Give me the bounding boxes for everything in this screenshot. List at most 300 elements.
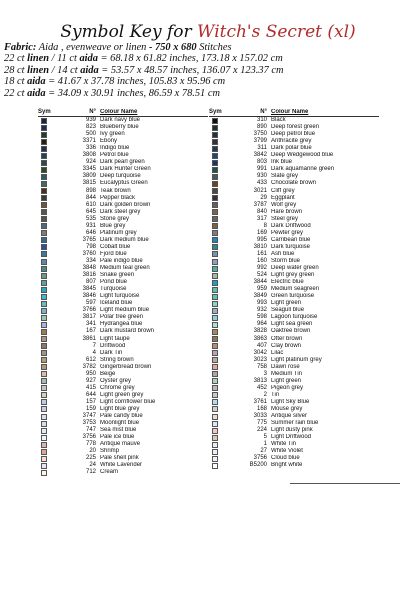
pattern-name: Witch's Secret (xl) xyxy=(197,22,356,42)
colour-name: Pond blue xyxy=(100,279,128,286)
table-row xyxy=(38,293,208,300)
table-row xyxy=(38,462,208,469)
thread-number: 823 xyxy=(85,124,96,131)
table-row xyxy=(209,321,379,328)
thread-number: 407 xyxy=(256,342,267,349)
header-num: N° xyxy=(260,109,267,115)
colour-swatch xyxy=(212,244,218,250)
table-row xyxy=(209,237,379,244)
colour-name: Snake green xyxy=(100,272,135,279)
colour-name: Blue grey xyxy=(100,222,126,229)
symbol-cell xyxy=(209,357,233,364)
symbol-cell xyxy=(38,385,62,392)
table-header xyxy=(38,109,208,117)
symbol-cell xyxy=(38,286,62,293)
symbol-cell xyxy=(38,166,62,173)
colour-swatch xyxy=(41,378,47,384)
symbol-cell xyxy=(38,244,62,251)
size-part-b: aida xyxy=(27,87,46,99)
colour-name: Dark Tin xyxy=(100,349,123,356)
table-row xyxy=(209,166,379,173)
thread-number: 890 xyxy=(256,124,267,131)
table-row xyxy=(38,427,208,434)
thread-number: 950 xyxy=(85,370,96,377)
colour-name: Wolf grey xyxy=(271,201,297,208)
thread-number: 3816 xyxy=(82,272,96,279)
table-row xyxy=(209,188,379,195)
symbol-cell xyxy=(38,314,62,321)
size-list xyxy=(4,53,414,99)
thread-number: 775 xyxy=(256,420,267,427)
symbol-cell xyxy=(209,209,233,216)
colour-swatch xyxy=(212,287,218,293)
thread-number: 535 xyxy=(85,215,96,222)
symbol-cell xyxy=(209,385,233,392)
colour-name: Hare brown xyxy=(271,208,303,215)
table-row xyxy=(38,399,208,406)
symbol-cell xyxy=(209,145,233,152)
colour-swatch xyxy=(41,449,47,455)
colour-name: Electric blue xyxy=(271,279,304,286)
colour-swatch xyxy=(212,181,218,187)
symbol-cell xyxy=(38,427,62,434)
symbol-cell xyxy=(209,413,233,420)
size-part-b: aida xyxy=(27,76,46,88)
colour-swatch xyxy=(41,160,47,166)
colour-swatch xyxy=(41,153,47,159)
table-row xyxy=(209,336,379,343)
size-line xyxy=(4,65,414,76)
thread-number: 169 xyxy=(256,229,267,236)
colour-name: Pale candy blue xyxy=(100,413,143,420)
colour-swatch xyxy=(41,188,47,194)
colour-swatch xyxy=(212,364,218,370)
thread-number: 898 xyxy=(85,187,96,194)
size-part-d: aida xyxy=(79,53,98,65)
thread-number: 3033 xyxy=(253,413,267,420)
colour-swatch xyxy=(41,442,47,448)
thread-number: 930 xyxy=(256,173,267,180)
colour-name: Deep petrol blue xyxy=(271,131,316,138)
symbol-cell xyxy=(209,406,233,413)
symbol-cell xyxy=(209,434,233,441)
colour-name: Deep Wedgewood blue xyxy=(271,152,334,159)
table-row xyxy=(38,223,208,230)
thread-number: 160 xyxy=(256,257,267,264)
symbol-cell xyxy=(38,406,62,413)
thread-number: 645 xyxy=(85,208,96,215)
colour-name: Polar tree green xyxy=(100,314,144,321)
table-row xyxy=(209,138,379,145)
colour-name: Petrol blue xyxy=(100,152,129,159)
thread-number: 3844 xyxy=(253,279,267,286)
colour-name: Medium Tin xyxy=(271,370,303,377)
table-row xyxy=(38,406,208,413)
colour-swatch xyxy=(41,399,47,405)
table-row xyxy=(209,216,379,223)
size-part-c: / 14 ct xyxy=(49,64,81,76)
colour-name: Lagoon turquoise xyxy=(271,314,318,321)
colour-name: Dark aquamarine green xyxy=(271,166,335,173)
colour-swatch xyxy=(212,399,218,405)
table-row xyxy=(38,328,208,335)
colour-swatch xyxy=(212,449,218,455)
symbol-cell xyxy=(38,230,62,237)
thread-number: 3023 xyxy=(253,356,267,363)
table-row xyxy=(38,455,208,462)
symbol-cell xyxy=(38,223,62,230)
symbol-cell xyxy=(38,124,62,131)
colour-name: Light green xyxy=(271,377,302,384)
colour-swatch xyxy=(41,428,47,434)
table-row xyxy=(38,251,208,258)
colour-swatch xyxy=(41,266,47,272)
table-row xyxy=(38,279,208,286)
symbol-cell xyxy=(38,293,62,300)
colour-name: Dark steel grey xyxy=(100,208,141,215)
colour-name: Fjord blue xyxy=(100,250,127,257)
table-row xyxy=(38,145,208,152)
thread-number: 3849 xyxy=(253,293,267,300)
colour-name: Cream xyxy=(100,469,119,476)
table-row xyxy=(38,321,208,328)
colour-name: Lilac xyxy=(271,349,284,356)
symbol-cell xyxy=(209,180,233,187)
colour-swatch xyxy=(41,406,47,412)
colour-name: Dark mustard brown xyxy=(100,328,155,335)
colour-name: Green turquoise xyxy=(271,293,315,300)
symbol-cell xyxy=(38,152,62,159)
thread-number: 336 xyxy=(85,145,96,152)
thread-number: 3845 xyxy=(82,286,96,293)
thread-number: 159 xyxy=(85,405,96,412)
colour-name: Antique mauve xyxy=(100,441,141,448)
symbol-cell xyxy=(38,117,62,124)
colour-name: Gingerbread brown xyxy=(100,363,152,370)
colour-name: Cliff grey xyxy=(271,187,295,194)
thread-number: 598 xyxy=(256,314,267,321)
colour-name: Light cornflower blue xyxy=(100,398,156,405)
symbol-cell xyxy=(38,272,62,279)
symbol-cell xyxy=(209,336,233,343)
colour-name: Pale indigo blue xyxy=(100,257,143,264)
colour-name: Light Driftwood xyxy=(271,434,312,441)
colour-swatch xyxy=(212,336,218,342)
symbol-cell xyxy=(38,195,62,202)
size-part-e: = 53.57 x 48.57 inches, 136.07 x 123.37 cm xyxy=(98,64,284,76)
colour-swatch xyxy=(212,392,218,398)
symbol-cell xyxy=(38,188,62,195)
table-row xyxy=(209,307,379,314)
symbol-cell xyxy=(209,307,233,314)
colour-swatch xyxy=(212,132,218,138)
thread-number: 3756 xyxy=(253,455,267,462)
colour-name: Medium teal green xyxy=(100,265,150,272)
thread-number: 803 xyxy=(256,159,267,166)
colour-swatch xyxy=(41,322,47,328)
size-part-a: 22 ct xyxy=(4,87,28,99)
symbol-cell xyxy=(38,371,62,378)
colour-swatch xyxy=(41,259,47,265)
table-row xyxy=(209,392,379,399)
thread-number: 3750 xyxy=(253,131,267,138)
thread-number: 1 xyxy=(263,441,267,448)
table-row xyxy=(38,166,208,173)
colour-name: Stone grey xyxy=(100,215,130,222)
symbol-cell xyxy=(209,448,233,455)
symbol-cell xyxy=(209,314,233,321)
thread-number: 224 xyxy=(256,427,267,434)
colour-name: Light Sky Blue xyxy=(271,398,310,405)
symbol-cell xyxy=(209,343,233,350)
table-row xyxy=(209,173,379,180)
table-row xyxy=(38,230,208,237)
thread-number: 161 xyxy=(256,250,267,257)
table-row xyxy=(38,448,208,455)
thread-number: 612 xyxy=(85,356,96,363)
symbol-cell xyxy=(209,251,233,258)
symbol-cell xyxy=(38,300,62,307)
colour-name: Steel grey xyxy=(271,215,299,222)
symbol-cell xyxy=(209,328,233,335)
table-row xyxy=(209,328,379,335)
colour-swatch xyxy=(212,280,218,286)
colour-name: Ash blue xyxy=(271,250,295,257)
colour-swatch xyxy=(41,456,47,462)
size-part-a: 22 ct xyxy=(4,53,28,65)
symbol-cell xyxy=(209,462,233,469)
thread-number: 712 xyxy=(85,469,96,476)
table-row xyxy=(209,364,379,371)
colour-name: Dark golden brown xyxy=(100,201,151,208)
colour-name: Anthracite grey xyxy=(271,138,312,145)
symbol-cell xyxy=(38,350,62,357)
colour-swatch xyxy=(212,442,218,448)
colour-swatch xyxy=(41,364,47,370)
fabric-stitch-size: - 750 x 680 xyxy=(146,42,197,53)
thread-number: 310 xyxy=(256,117,267,124)
symbol-cell xyxy=(209,237,233,244)
fabric-info xyxy=(4,42,414,99)
colour-name: Turquoise xyxy=(100,286,127,293)
colour-name: Medium seagreen xyxy=(271,286,320,293)
colour-name: Otter brown xyxy=(271,335,303,342)
colour-name: Seagull blue xyxy=(271,307,305,314)
symbol-cell xyxy=(209,441,233,448)
symbol-cell xyxy=(38,462,62,469)
symbol-cell xyxy=(38,279,62,286)
colour-swatch xyxy=(41,343,47,349)
colour-swatch xyxy=(41,287,47,293)
table-row xyxy=(38,469,208,476)
table-row xyxy=(209,159,379,166)
symbol-cell xyxy=(38,209,62,216)
table-row xyxy=(209,427,379,434)
colour-swatch xyxy=(41,125,47,131)
thread-number: 452 xyxy=(256,384,267,391)
thread-number: 7 xyxy=(92,342,96,349)
thread-number: 3747 xyxy=(82,413,96,420)
colour-swatch xyxy=(41,336,47,342)
thread-number: 3345 xyxy=(82,166,96,173)
thread-number: 995 xyxy=(256,236,267,243)
symbol-cell xyxy=(209,117,233,124)
colour-swatch xyxy=(41,357,47,363)
table-row xyxy=(209,434,379,441)
symbol-cell xyxy=(38,469,62,476)
thread-number: 924 xyxy=(85,159,96,166)
symbol-cell xyxy=(209,378,233,385)
table-row xyxy=(38,272,208,279)
colour-swatch xyxy=(41,223,47,229)
thread-number: 644 xyxy=(85,391,96,398)
symbol-cell xyxy=(38,202,62,209)
table-row xyxy=(38,131,208,138)
colour-name: White Tin xyxy=(271,441,297,448)
colour-name: Cloud blue xyxy=(271,455,300,462)
symbol-cell xyxy=(209,420,233,427)
colour-name: Driftwood xyxy=(100,342,126,349)
colour-swatch xyxy=(41,421,47,427)
colour-swatch xyxy=(212,378,218,384)
colour-swatch xyxy=(212,167,218,173)
colour-swatch xyxy=(212,343,218,349)
table-row xyxy=(209,413,379,420)
table-row xyxy=(38,364,208,371)
symbol-cell xyxy=(209,216,233,223)
table-row xyxy=(38,180,208,187)
colour-swatch xyxy=(212,294,218,300)
table-row xyxy=(209,180,379,187)
table-row xyxy=(209,399,379,406)
table-row xyxy=(209,371,379,378)
fabric-unit: Stitches xyxy=(196,42,232,53)
colour-swatch xyxy=(41,414,47,420)
colour-swatch xyxy=(41,470,47,476)
colour-swatch xyxy=(41,237,47,243)
symbol-cell xyxy=(209,300,233,307)
thread-number: 5 xyxy=(263,434,267,441)
colour-name: Mouse grey xyxy=(271,405,303,412)
colour-name: Storm blue xyxy=(271,257,301,264)
colour-name: Chocolate brown xyxy=(271,180,317,187)
symbol-cell xyxy=(38,258,62,265)
symbol-cell xyxy=(38,378,62,385)
thread-number: 778 xyxy=(85,441,96,448)
colour-name: String brown xyxy=(100,356,134,363)
header-num: N° xyxy=(89,109,96,115)
colour-swatch xyxy=(212,456,218,462)
size-part-e: = 41.67 x 37.78 inches, 105.83 x 95.96 cm xyxy=(45,76,226,88)
colour-name: Dark turquoise xyxy=(271,243,311,250)
colour-swatch xyxy=(41,315,47,321)
table-row xyxy=(209,300,379,307)
colour-swatch xyxy=(212,315,218,321)
table-row xyxy=(209,209,379,216)
colour-name: Hydrangea blue xyxy=(100,321,143,328)
size-part-e: = 34.09 x 30.91 inches, 86.59 x 78.51 cm xyxy=(45,87,220,99)
colour-swatch xyxy=(212,357,218,363)
thread-number: 840 xyxy=(256,208,267,215)
thread-number: 3799 xyxy=(253,138,267,145)
colour-name: Tin xyxy=(271,391,280,398)
table-row xyxy=(209,314,379,321)
colour-name: Black xyxy=(271,117,286,124)
colour-swatch xyxy=(41,146,47,152)
thread-number: 993 xyxy=(256,300,267,307)
colour-name: Chrome grey xyxy=(100,384,135,391)
table-row xyxy=(38,314,208,321)
table-row xyxy=(209,202,379,209)
symbol-cell xyxy=(38,357,62,364)
symbol-cell xyxy=(38,399,62,406)
table-header xyxy=(209,109,379,117)
symbol-cell xyxy=(209,427,233,434)
thread-number: 3861 xyxy=(82,335,96,342)
colour-swatch xyxy=(41,132,47,138)
size-part-e: = 68.18 x 61.82 inches, 173.18 x 157.02 cm xyxy=(97,53,283,65)
colour-name: Oaktree brown xyxy=(271,328,311,335)
size-part-b: linen xyxy=(27,53,50,65)
thread-number: 317 xyxy=(256,215,267,222)
table-row xyxy=(38,237,208,244)
symbol-cell xyxy=(209,202,233,209)
size-part-a: 28 ct xyxy=(4,64,28,76)
colour-swatch xyxy=(212,406,218,412)
thread-number: 524 xyxy=(256,272,267,279)
table-row xyxy=(209,265,379,272)
colour-name: White Lavender xyxy=(100,462,143,469)
size-line xyxy=(4,53,414,64)
colour-name: Dark pearl green xyxy=(100,159,145,166)
symbol-cell xyxy=(209,188,233,195)
table-row xyxy=(209,293,379,300)
thread-number: 3782 xyxy=(82,363,96,370)
colour-name: Summer rain blue xyxy=(271,420,319,427)
colour-name: Bright white xyxy=(271,462,303,469)
symbol-cell xyxy=(209,244,233,251)
thread-number: 2 xyxy=(263,391,267,398)
table-row xyxy=(209,279,379,286)
thread-number: 29 xyxy=(260,194,267,201)
table-row xyxy=(38,392,208,399)
table-row xyxy=(38,188,208,195)
colour-swatch xyxy=(41,251,47,257)
symbol-cell xyxy=(209,321,233,328)
thread-number: 758 xyxy=(256,363,267,370)
colour-table-right xyxy=(209,109,379,469)
symbol-cell xyxy=(209,195,233,202)
table-row xyxy=(38,357,208,364)
table-row xyxy=(209,131,379,138)
thread-number: 991 xyxy=(256,166,267,173)
symbol-cell xyxy=(209,350,233,357)
thread-number: 3809 xyxy=(82,173,96,180)
table-row xyxy=(38,209,208,216)
table-row xyxy=(38,265,208,272)
table-row xyxy=(209,244,379,251)
symbol-cell xyxy=(209,399,233,406)
thread-number: 932 xyxy=(256,307,267,314)
colour-name: Shrimp xyxy=(100,448,120,455)
symbol-cell xyxy=(209,455,233,462)
thread-number: 3813 xyxy=(253,377,267,384)
table-row xyxy=(209,350,379,357)
size-line xyxy=(4,88,414,99)
fabric-label: Fabric: xyxy=(4,42,37,53)
colour-swatch xyxy=(212,428,218,434)
colour-swatch xyxy=(212,139,218,145)
